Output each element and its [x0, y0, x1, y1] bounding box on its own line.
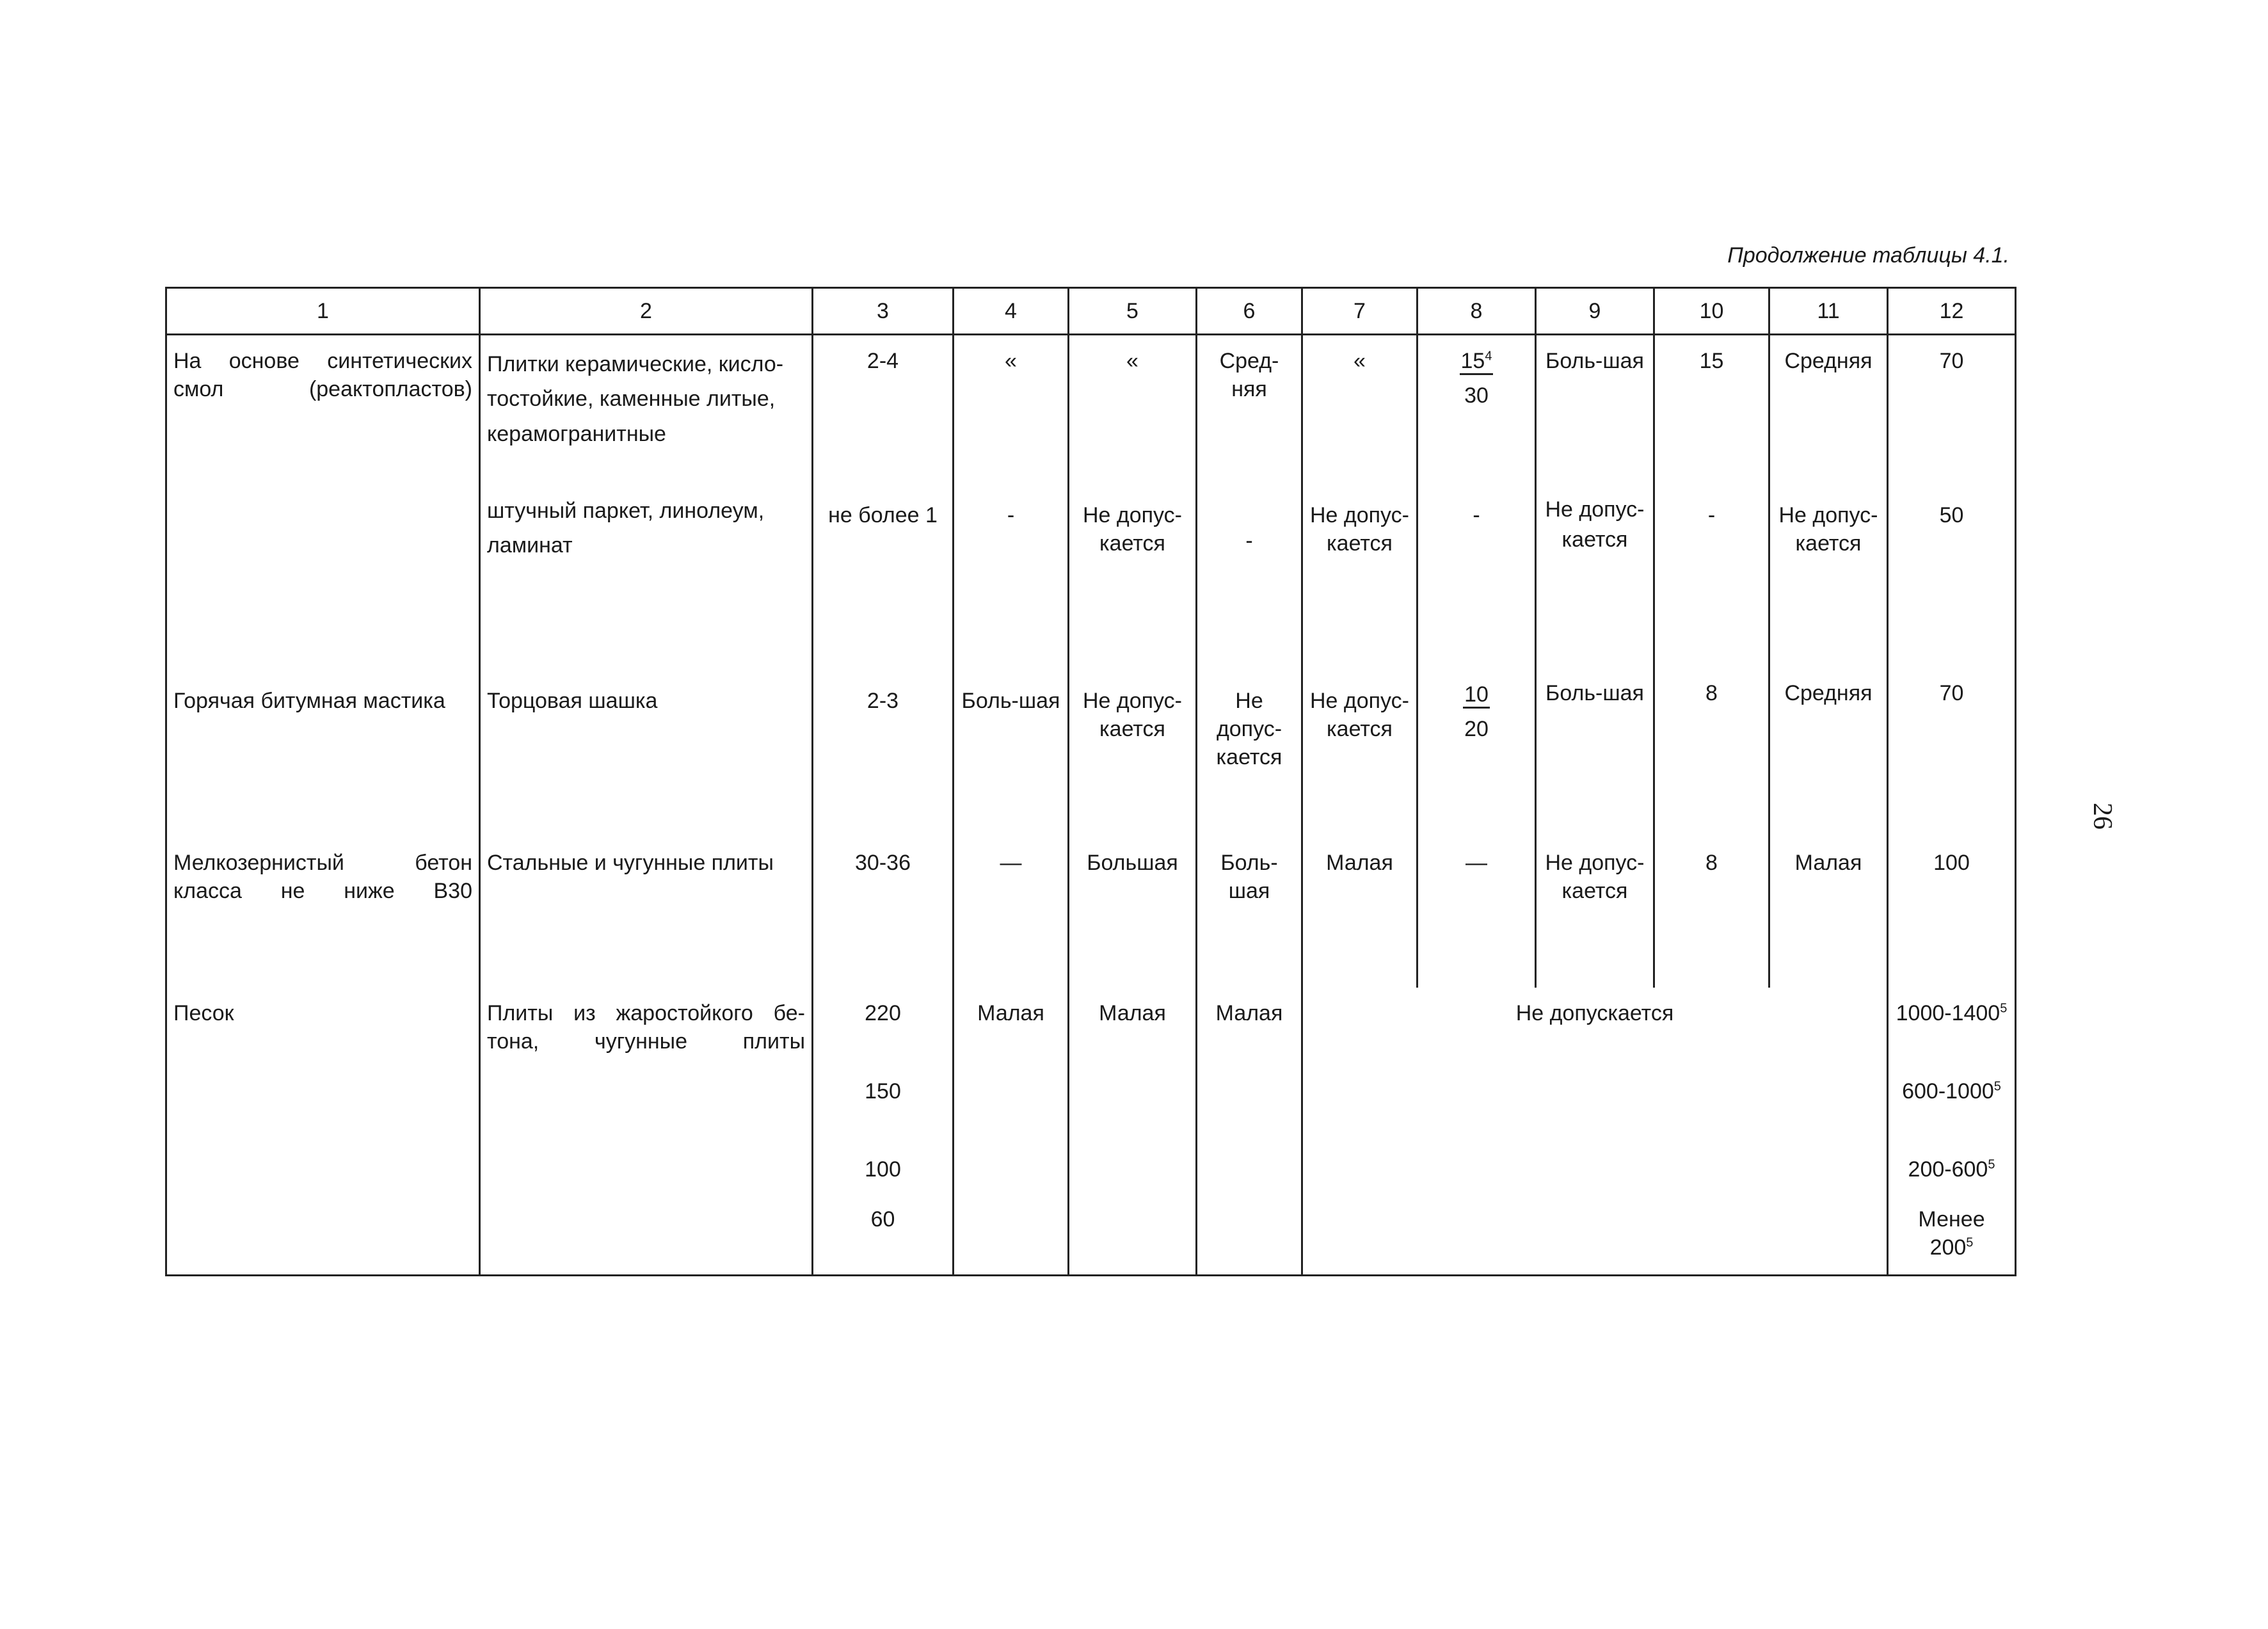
table-cell: —	[954, 837, 1069, 988]
value-line: 60	[870, 1207, 895, 1232]
header-cell: 9	[1536, 288, 1654, 335]
table-row	[166, 988, 2016, 1276]
table-cell: —	[1418, 837, 1536, 988]
table-cell: Малая	[1769, 837, 1888, 988]
header-cell: 7	[1302, 288, 1418, 335]
fraction-denominator: 30	[1464, 383, 1489, 408]
header-cell: 3	[813, 288, 954, 335]
table-cell: Горячая битумная мастика	[166, 674, 480, 837]
table-cell: Не допус-кается	[1302, 482, 1418, 674]
header-row	[166, 288, 2016, 335]
table-row	[166, 335, 2016, 482]
fraction-denominator: 20	[1464, 716, 1489, 741]
table-cell: Мелкозернистый бетон класса не ниже В30	[166, 837, 480, 988]
table-cell: «	[954, 335, 1069, 482]
table-cell: Не допус-кается	[1536, 837, 1654, 988]
table-cell: «	[1069, 335, 1197, 482]
footnote-mark: 5	[1988, 1157, 1995, 1172]
table-cell: Боль-шая	[954, 674, 1069, 837]
footnote-mark: 5	[2000, 1001, 2008, 1016]
table-cell: 2-3	[813, 674, 954, 837]
header-cell: 1	[166, 288, 480, 335]
table-cell: 15	[1654, 335, 1769, 482]
table-cell: Малая	[1197, 988, 1302, 1276]
table-cell: Боль-шая	[1536, 674, 1654, 837]
table-cell: штучный паркет, линолеум, ламинат	[480, 482, 813, 674]
header-cell: 11	[1769, 288, 1888, 335]
table-cell: 50	[1888, 482, 2016, 674]
table-cell: Не допус-кается	[1302, 674, 1418, 837]
footnote-mark: 4	[1485, 349, 1492, 364]
table-cell	[1888, 988, 2016, 1276]
fraction	[1463, 680, 1490, 743]
header-cell: 2	[480, 288, 813, 335]
fraction	[1460, 347, 1494, 410]
table-cell: -	[954, 482, 1069, 674]
table-cell: Не допус-кается	[1197, 674, 1302, 837]
table-cell: «	[1302, 335, 1418, 482]
header-cell: 4	[954, 288, 1069, 335]
value-line: $200-600^5$	[1908, 1157, 1995, 1182]
table-cell: Средняя	[1769, 674, 1888, 837]
table-cell: не более 1	[813, 482, 954, 674]
fraction-numerator: 15	[1460, 349, 1485, 373]
table-cell	[1418, 335, 1536, 482]
table-cell: -	[1654, 482, 1769, 674]
table-cell	[813, 988, 954, 1276]
header-cell: 10	[1654, 288, 1769, 335]
table-cell: -	[1197, 482, 1302, 674]
materials-table	[165, 287, 2016, 1276]
table-cell: Плиты из жаростойкого бе-тона, чугунные плиты	[480, 988, 813, 1276]
fraction-numerator: 10	[1463, 682, 1490, 709]
value-line: 220	[865, 1000, 901, 1025]
table-cell: 8	[1654, 674, 1769, 837]
table-cell: Торцовая шашка	[480, 674, 813, 837]
table-cell: 70	[1888, 335, 2016, 482]
header-cell: 12	[1888, 288, 2016, 335]
value-line: 600-1000$^5$	[1902, 1079, 2001, 1103]
table-cell: Малая	[1069, 988, 1197, 1276]
table-row	[166, 674, 2016, 837]
table-cell: 70	[1888, 674, 2016, 837]
table-row	[166, 837, 2016, 988]
footnote-mark: 5	[1966, 1235, 1974, 1250]
table-cell: Малая	[1302, 837, 1418, 988]
table-cell: 30-36	[813, 837, 954, 988]
table-cell: Стальные и чугунные плиты	[480, 837, 813, 988]
footnote-mark: 5	[1993, 1079, 2001, 1094]
table-cell: Сред- няя	[1197, 335, 1302, 482]
table-cell: 100	[1888, 837, 2016, 988]
table-cell: На основе синтетических смол (реактопластов)	[166, 335, 480, 482]
table-cell: Боль-шая	[1197, 837, 1302, 988]
table-cell: Не допус-кается	[1769, 482, 1888, 674]
table-cell: Средняя	[1769, 335, 1888, 482]
header-cell: 6	[1197, 288, 1302, 335]
table-cell	[1418, 674, 1536, 837]
table-cell: Не допус-кается	[1536, 482, 1654, 674]
value-line: Менее $200^5$	[1918, 1207, 1985, 1260]
table-cell: Малая	[954, 988, 1069, 1276]
table-cell: Боль-шая	[1536, 335, 1654, 482]
merged-cell: Не допускается	[1302, 988, 1888, 1276]
table-cell: 2-4	[813, 335, 954, 482]
table-cell: 8	[1654, 837, 1769, 988]
page-number: 26	[2088, 803, 2117, 830]
table-cell: -	[1418, 482, 1536, 674]
value-line: 150	[865, 1079, 901, 1103]
value-line: 100	[865, 1157, 901, 1182]
table-cell	[166, 482, 480, 674]
table-cell: Большая	[1069, 837, 1197, 988]
table-cell: Не допус-кается	[1069, 674, 1197, 837]
value-line: 1000-1400$^5$	[1896, 1000, 2008, 1025]
table-cell: Песок	[166, 988, 480, 1276]
header-cell: 8	[1418, 288, 1536, 335]
table-cell: Плитки керамические, кисло-тостойкие, каменные литые, керамогранитные	[480, 335, 813, 482]
table-row	[166, 482, 2016, 674]
table-cell: Не допус-кается	[1069, 482, 1197, 674]
header-cell: 5	[1069, 288, 1197, 335]
table-caption: Продолжение таблицы 4.1.	[1727, 243, 2009, 268]
